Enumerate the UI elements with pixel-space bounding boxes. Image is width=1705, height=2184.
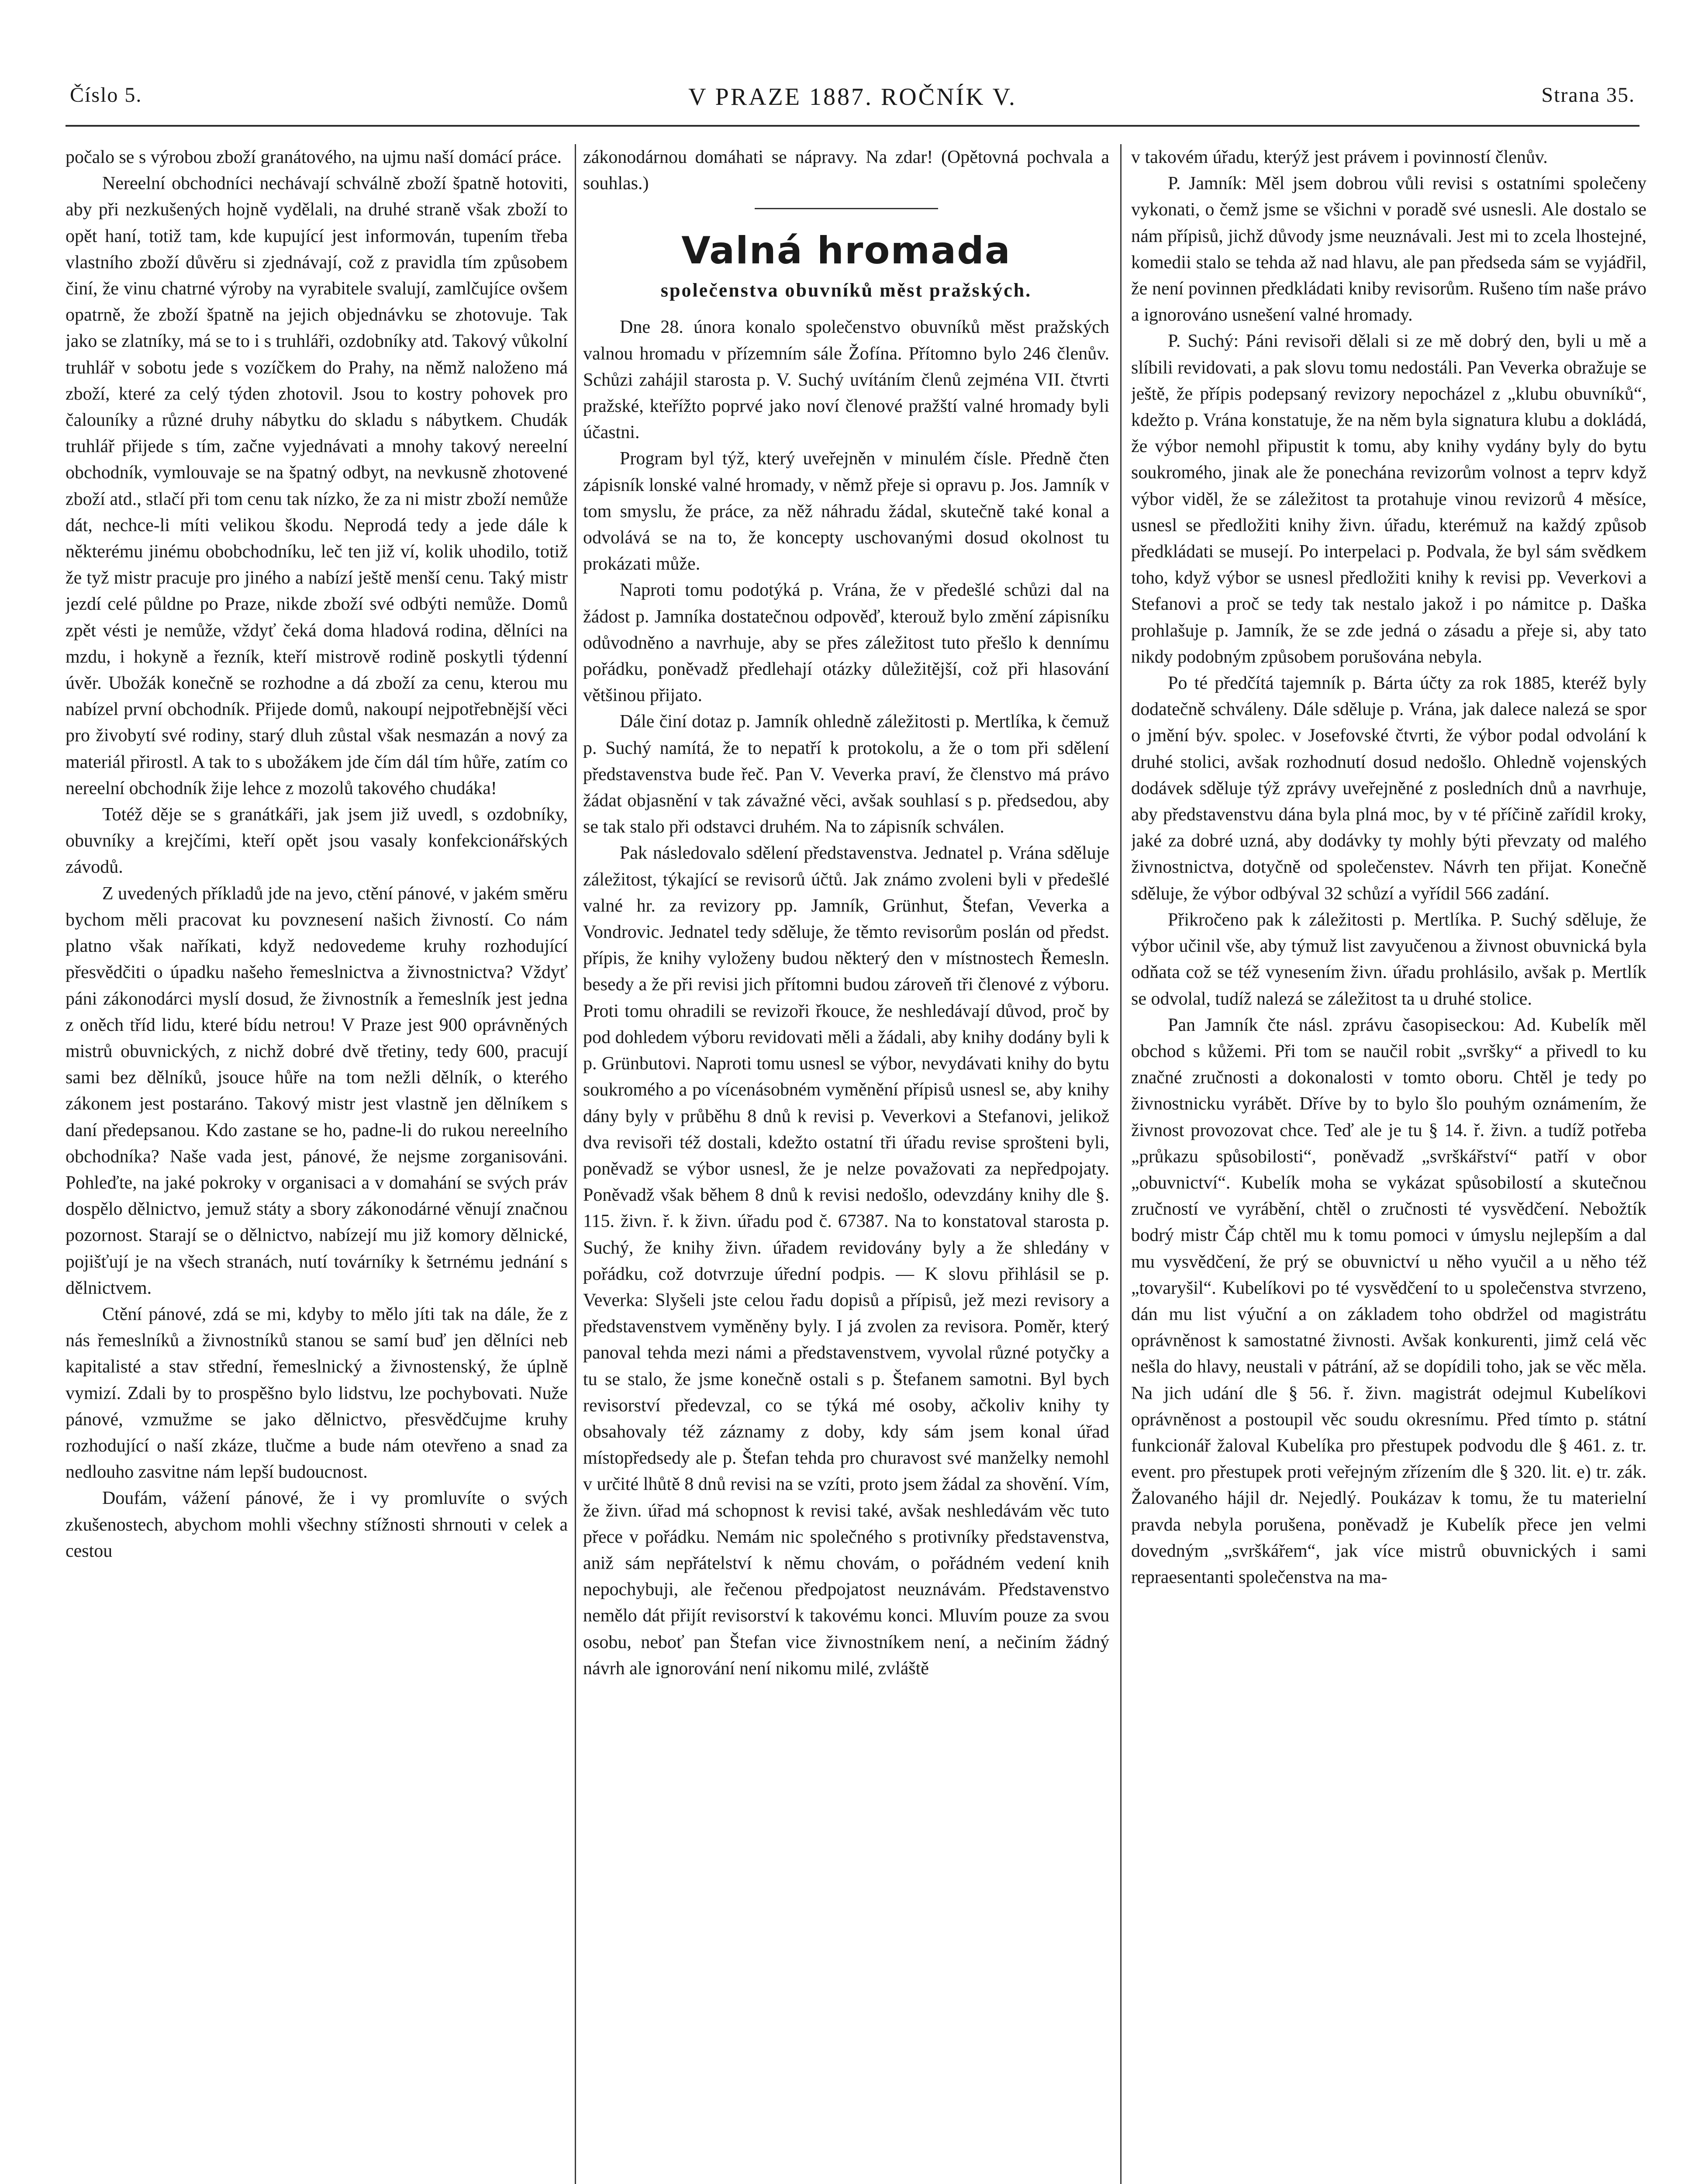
page-header: [70, 83, 1635, 122]
column-divider: [1120, 144, 1122, 2184]
column-1: [66, 144, 568, 2184]
paragraph: P. Suchý: Páni revisoři dělali si ze mě dobrý den, byli u mě a slíbili revidovati, a pak slovu tomu nedostáli. Pan Veverka obražuje se ještě, že přípis podepsaný revizory nepocházel z „klubu obuvníků“, kdežto p. Vrána konstatuje, že na něm byla signatura klubu a dokládá, že výbor nemohl připustit k tomu, aby knihy vydány byly do bytu soukromého, jinak ale že ponechána revizorům volnost a teprv když výbor viděl, že se záležitost ta protahuje vinou revizorů 4 měsíce, usnesl se předložiti knihy živn. úřadu, kterémuž na každý způsob předkládati se musejí. Po interpelaci p. Podvala, že byl sám svědkem toho, když výbor se usnesl předložiti knihy k revisi pp. Veverkovi a Stefanovi a proč se tedy tak nestalo jakož i po námitce p. Daška prohlašuje p. Jamník, že se zde jedná o zásadu a přeje si, aby tato nikdy podobným způsobem porušována nebyla.: [1131, 331, 1646, 667]
paragraph: Přikročeno pak k záležitosti p. Mertlíka. P. Suchý sděluje, že výbor učinil vše, aby týmuž list zavyučenou a živnost obuvnická byla odňata což se též vynesením živn. úřadu prohlásilo, avšak p. Mertlík se odvolal, tudíž nalezá se záležitost ta u druhé stolice.: [1131, 909, 1646, 1009]
paragraph: Pan Jamník čte násl. zprávu časopiseckou: Ad. Kubelík měl obchod s kůžemi. Při tom se naučil robit „svršky“ a přivedl to ku značné zručnosti a dokonalosti v tomto oboru. Chtěl je tedy po živnostnicku vyrábět. Dříve by to bylo šlo pouhým oznámením, že živnost provozovat chce. Teď ale je tu § 14. ř. živn. a tudíž potřeba „průkazu spůsobilosti“, poněvadž „svrškářství“ patří v obor „obuvnictví“. Kubelík moha se vykázat spůsobilostí a skutečnou zručností ve vyrábění, chtěl o zručnosti té vysvědčení. Nebožtík bodrý mistr Čáp chtěl mu k tomu pomoci v úmyslu nejlepším a dal mu vysvědčení, že prý se obuvnictví u něho vyučil a u něho též „tovaryšil“. Kubelíkovi po té vysvědčení to u společenstva stvrzeno, dán mu list výuční a on základem toho obdržel od magistrátu oprávněnost k samostatné živnosti. Avšak konkurenti, jimž celá věc nešla do hlavy, neustali v pátrání, až se dopídili toho, jak se věc měla. Na jich udání dle § 56. ř. živn. magistrát odejmul Kubelíkovi oprávněnost a postoupil věc soudu okresnímu. Před tímto p. státní funkcionář žaloval Kubelíka pro přestupek podvodu dle § 461. z. tr. event. pro přestupek proti veřejným zřízením dle § 320. lit. e) tr. zák. Žalovaného hájil dr. Nejedlý. Poukázav k tomu, že tu materielní pravda nebyla porušena, poněvadž je Kubelík přece jen velmi dovedným „svrškářem“, jak více mistrů obuvnických i sami repraesentanti společenstva na ma-: [1131, 1015, 1646, 1587]
article-subheadline: společenstva obuvníků měst pražských.: [660, 280, 1032, 301]
paragraph: počalo se s výrobou zboží granátového, na ujmu naší domácí práce.: [66, 147, 562, 167]
column-3: [1131, 144, 1646, 2184]
paragraph: Nereelní obchodníci nechávají schválně zboží špatně hotoviti, aby při nezkušených hojně vydělali, na druhé straně však zboží to opět haní, totiž tam, kde kupující jest informován, tupením třeba vlastního zboží důvěru si zjednávají, což z pravidla tím způsobem činí, že vinu chatrné výroby na vyrabitele svalují, zamlčujíce ovšem opatrně, že zboží špatně na jejich objednávku se zhotovuje. Tak jako se zlatníky, má se to i s truhláři, ozdobníky atd. Takový vůkolní truhlář v sobotu jede s vozíčkem do Prahy, na němž naloženo má zboží, které za celý týden zhotovil. Jsou to kostry pohovek pro čalouníky a různé druhy nábytku do skladu s nábytkem. Chudák truhlář přijede s tím, začne vyjednávati a mnohy takový nereelní obchodník, vymlouvaje se na špatný odbyt, na nevkusně zhotovené zboží atd., stlačí při tom cenu tak nízko, že za ni mistr zboží nemůže dát, nechce-li míti velikou škodu. Neprodá tedy a jede dále k některému jinému obobchodníku, leč ten již ví, kolik uhodilo, totiž že tyž mistr pracuje pro jiného a nabízí ještě menší cenu. Taký mistr jezdí celé půldne po Praze, nikde zboží své odbýti nemůže. Domů zpět vésti je nemůže, vždyť čeká doma hladová rodina, dělníci na mzdu, i hokyně a řezník, kteří mistrově rodině poskytli týdenní úvěr. Ubožák konečně se rozhodne a dá zboží za cenu, kterou mu nabízel první obchodník. Přijede domů, nakoupí nejpotřebnější věci pro živobytí své rodiny, starý dluh zůstal však nesmazán a nový za materiál přirostl. A tak to s ubožákem jde čím dál tím hůře, zatím co nereelní obchodník žije lehce z mozolů takového chudáka!: [66, 173, 568, 798]
paragraph: Ctění pánové, zdá se mi, kdyby to mělo jíti tak na dále, že z nás řemeslníků a živnostníků stanou se samí buď jen dělníci neb kapitalisté a stav střední, řemeslnický a živnostenský, že úplně vymizí. Zdali by to prospěšno bylo lidstvu, lze pochybovati. Nuže pánové, vzmužme se jako dělnictvo, přesvědčujme kruhy rozhodující o naší zkáze, tlučme a bude nám otevřeno a snad za nedlouho zasvitne nám lepší budoucnost.: [66, 1304, 568, 1482]
column-divider: [575, 144, 576, 2184]
paragraph: zákonodárnou domáhati se nápravy. Na zdar! (Opětovná pochvala a souhlas.): [583, 147, 1109, 194]
paragraph: Dne 28. února konalo společenstvo obuvníků měst pražských valnou hromadu v přízemním sále Žofína. Přítomno bylo 246 členův. Schůzi zahájil starosta p. V. Suchý uvítáním členů zejména VII. čtvrti pražské, kteřížto poprvé jako noví členové pražští valné hromady byli účastni.: [583, 317, 1109, 443]
masthead-title: V PRAZE 1887. ROČNÍK V.: [688, 83, 1017, 111]
header-rule: [66, 125, 1639, 127]
paragraph: v takovém úřadu, kterýž jest právem i povinností členův.: [1131, 147, 1548, 167]
paragraph: Pak následovalo sdělení představenstva. Jednatel p. Vrána sděluje záležitost, týkající se revisorů účtů. Jak známo zvoleni byli v předešlé valné hr. za revizory pp. Jamník, Grünhut, Štefan, Veverka a Vondrovic. Jednatel tedy sděluje, že těmto revisorům poslán od předst. přípis, že knihy vyloženy budou některý den v místnostech Řemesln. besedy a že při revisi jich přítomni budou zároveň tři členové z výboru. Proti tomu ohradili se revizoři řkouce, že neshledávají důvod, proč by pod dohledem výboru revidovati měli a žádali, aby knihy dodány byli k p. Grünbutovi. Naproti tomu usnesl se výbor, nevydávati knihy do bytu soukromého a po vícenásobném vyměnění přípisů usnesl se, aby knihy dány byly v průběhu 8 dnů k revisi p. Veverkovi a Stefanovi, jelikož dva revisoři též dostali, kdežto ostatní tři úřadu revise sprošteni byli, poněvadž se výbor usnesl, že je nelze považovati za nepředpojaty. Poněvadž však během 8 dnů k revisi nedošlo, odevzdány knihy dle §. 115. živn. ř. k živn. úřadu pod č. 67387. Na to konstatoval starosta p. Suchý, že knihy živn. úřadem revidovány byly a že shledány v pořádku, což dotvrzuje úřední podpis. — K slovu přihlásil se p. Veverka: Slyšeli jste celou řadu dopisů a přípisů, jež mezi revisory a představenstvem vyměněny byly. I já zvolen za revisora. Poměr, který panoval tehda mezi námi a představenstvem, vyvolal různé potyčky a tu se stalo, že jsme konečně ostali s p. Štefanem samotni. Byl bych revisorství předevzal, co se týká mé osoby, ačkoliv knihy ty obsahovaly též záznamy z doby, kdy sám jsem konal úřad místopředsedy ale p. Štefan tehda pro churavost své manželky nemohl v určité lhůtě 8 dnů revisi na se vzíti, proto jsem žádal za shovění. Vím, že živn. úřad má schopnost k revisi také, avšak neshledávám věc tuto přece v pořádku. Nemám nic společného s protivníky představenstva, aniž sám nepřátelství k němu chovám, o pořádném vedení knih nepochybuji, ale řečenou předpojatost neuznávám. Představenstvo nemělo dát přijít revisorství k takovému konci. Mluvím pouze za svou osobu, neboť pan Štefan vice živnostníkem není, a nečiním žádný návrh ale ignorování není nikomu milé, zvláště: [583, 843, 1109, 1679]
paragraph: Z uvedených příkladů jde na jevo, ctění pánové, v jakém směru bychom měli pracovat ku povznesení našich živností. Co nám platno však naříkati, když nedovedeme kruhy rozhodující přesvědčiti o úpadku našeho řemeslnictva a živnostnictva? Vždyť páni zákonodárci myslí dosud, že živnostník a řemeslník jest jedna z oněch tříd lidu, které bídu netrou! V Praze jest 900 oprávněných mistrů obuvnických, z nichž dobré dvě třetiny, tedy 600, pracují sami bez dělníků, jsouce hůře na tom nežli dělník, o kterého zákonem jest postaráno. Takový mistr jest vlastně jen dělníkem s daní předepsanou. Kdo zastane se ho, padne-li do rukou nereelního obchodníka? Naše vada jest, pánové, že nejsme zorganisováni. Pohleďte, na jaké pokroky v organisaci a v domahání se svých práv dospělo dělnictvo, jemuž státy a sbory zákonodárné věnují značnou pozornost. Starají se o dělnictvo, nabízejí mu již komory dělnické, pojišťují je na všech stranách, nutí továrníky k šetrnému jednání s dělnictvem.: [66, 883, 568, 1298]
column-2: [583, 144, 1109, 2184]
paragraph: Po té předčítá tajemník p. Bárta účty za rok 1885, kteréž byly dodatečně schváleny. Dále sděluje p. Vrána, jak dalece nalezá se spor o jmění býv. spolec. v Josefovské čtvrti, že výbor podal odvolání k druhé stolici, avšak rozhodnutí dosud nedošlo. Ohledně vojenských dodávek sděluje týž zprávy uveřejněné z posledních dnů a navrhuje, aby představenstvu dána byla plná moc, by v té příčině zařídil kroky, jaké za dobré uzná, aby dodávky ty mohly býti převzaty od malého živnostnictva, dotyčně od společenstev. Návrh ten přijat. Konečně sděluje, že výbor odbýval 32 schůzí a vyřídil 566 zadání.: [1131, 673, 1646, 904]
paragraph: Naproti tomu podotýká p. Vrána, že v předešlé schůzi dal na žádost p. Jamníka dostatečnou odpověď, kterouž bylo změní zápisníku odůvodněno a navrhuje, aby se přes záležitost tuto přešlo k dennímu pořádku, poněvadž předlehají otázky důležitější, což při hlasování většinou přijato.: [583, 580, 1109, 706]
paragraph: Doufám, vážení pánové, že i vy promluvíte o svých zkušenostech, abychom mohli všechny stížnosti shrnouti v celek a cestou: [66, 1488, 568, 1561]
paragraph: Program byl týž, který uveřejněn v minulém čísle. Předně čten zápisník lonské valné hromady, v němž přeje si opravu p. Jos. Jamník v tom smyslu, že práce, za něž náhradu žádal, skutečně také konal a odvolává se na to, že koncepty uschovanými dosud okolnost tu prokázati může.: [583, 449, 1109, 574]
paragraph: Dále činí dotaz p. Jamník ohledně záležitosti p. Mertlíka, k čemuž p. Suchý namítá, že to nepatří k protokolu, a že o tom při sdělení představenstva bude řeč. Pan V. Veverka praví, že členstvo má právo žádat objasnění v tak závažné věci, avšak souhlasí s p. předsedou, aby se tak stalo při odstavci druhém. Na to zápisník schválen.: [583, 712, 1109, 837]
paragraph: Totéž děje se s granátkáři, jak jsem již uvedl, s ozdobníky, obuvníky a krejčími, kteří opět jsou vasaly konfekcionářských závodů.: [66, 805, 568, 878]
issue-number: Číslo 5.: [70, 83, 142, 107]
paragraph: P. Jamník: Měl jsem dobrou vůli revisi s ostatními společeny vykonati, o čemž jsme se všichni v poradě své usnesli. Ale dostalo se nám přípisů, jichž důvody jsme neuznávali. Jest mi to zcela lhostejné, komedii stalo se tehda až nad hlavu, ale pan předseda sám se vyjádřil, že není povinnen předkládati kniby revisorům. Rušeno tím naše právo a ignorováno usnešení valné hromady.: [1131, 173, 1646, 325]
section-rule: [755, 208, 938, 209]
page-number: Strana 35.: [1541, 83, 1635, 107]
article-headline: Valná hromada: [681, 229, 1011, 273]
